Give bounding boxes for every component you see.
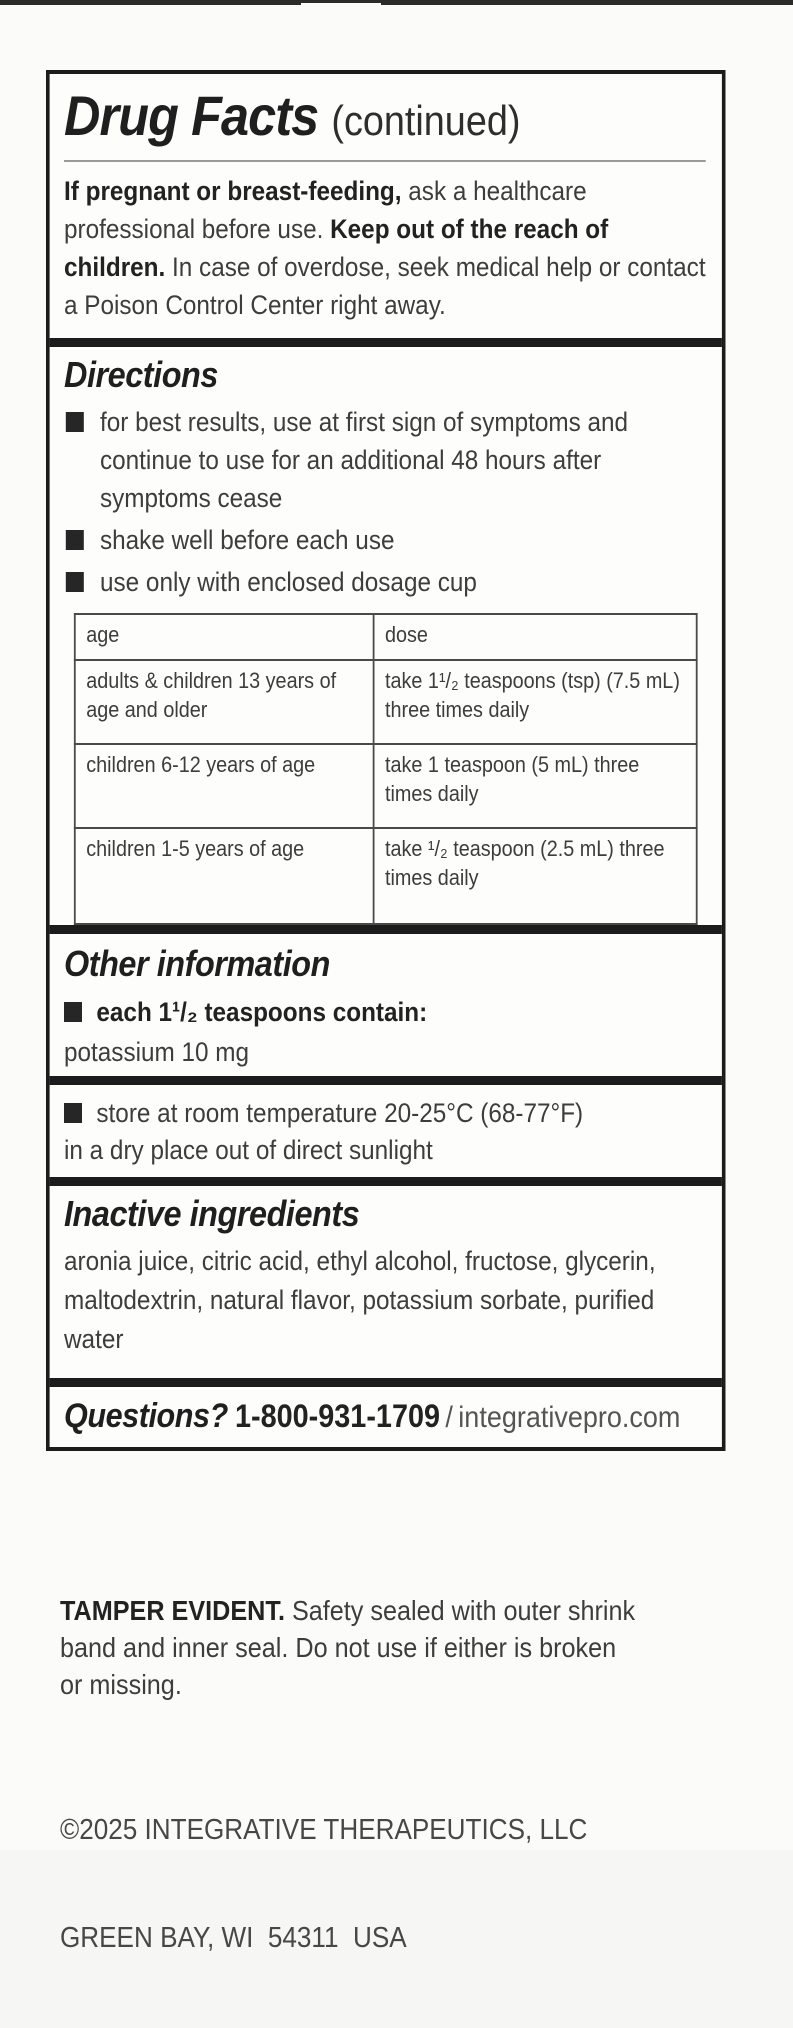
dose-cell: take 1¹/₂ teaspoons (tsp) (7.5 mL) three times daily xyxy=(373,660,697,744)
contain-text: each 1¹/₂ teaspoons contain: xyxy=(96,997,428,1027)
tamper-rest-text: Safety sealed with outer shrink band and inner seal. Do not use if either is broken or missing. xyxy=(60,1595,636,1700)
table-header-row xyxy=(75,614,697,660)
section-divider xyxy=(50,1177,722,1186)
other-information-heading: Other information xyxy=(64,943,330,984)
age-cell: adults & children 13 years of age and older xyxy=(75,660,374,744)
bullet-text: use only with enclosed dosage cup xyxy=(100,567,477,597)
questions-phone: 1-800-931-1709 xyxy=(235,1398,440,1434)
section-divider xyxy=(50,338,722,347)
overdose-rest-text: In case of overdose, seek medical help or contact a Poison Control Center right away. xyxy=(64,252,706,320)
potassium-line: potassium 10 mg xyxy=(64,1037,250,1067)
table-header-age: age xyxy=(75,614,374,660)
inactive-ingredients-list: aronia juice, citric acid, ethyl alcohol, fructose, glycerin, maltodextrin, natural flavor, potassium sorbate, purified water xyxy=(64,1246,656,1354)
table-row xyxy=(75,660,697,744)
pregnant-rest-text: ask a healthcare professional before use. xyxy=(64,176,587,244)
pregnant-bold-text: If pregnant or breast-feeding, xyxy=(64,176,402,206)
title-continued: (continued) xyxy=(331,97,521,144)
bullet-item xyxy=(64,563,708,601)
bullet-text: for best results, use at first sign of symptoms and continue to use for an additional 48 hours after symptoms cease xyxy=(100,407,629,513)
storage-text-1: store at room temperature 20-25°C (68-77°F) xyxy=(96,1098,584,1128)
directions-heading: Directions xyxy=(64,354,218,395)
bullet-text: shake well before each use xyxy=(100,525,395,555)
questions-separator: / xyxy=(445,1401,453,1434)
tamper-bold-text: TAMPER EVIDENT. xyxy=(60,1595,285,1626)
storage-line xyxy=(64,1095,708,1132)
bullet-square-icon xyxy=(64,1103,82,1123)
copyright-line2: GREEN BAY, WI 54311 USA xyxy=(60,1922,407,1954)
questions-website: integrativepro.com xyxy=(458,1401,681,1434)
keep-out-bold-text: Keep out of the reach of children. xyxy=(64,214,609,282)
bullet-square-icon xyxy=(64,1002,82,1022)
copyright-line1: ©2025 INTEGRATIVE THERAPEUTICS, LLC xyxy=(60,1814,588,1846)
dose-cell: take 1 teaspoon (5 mL) three times daily xyxy=(373,744,697,828)
storage-section xyxy=(50,1085,722,1177)
storage-text-2: in a dry place out of direct sunlight xyxy=(64,1135,433,1165)
title-text: Drug Facts xyxy=(64,84,319,147)
bullet-square-icon xyxy=(66,572,84,592)
section-divider xyxy=(50,1076,722,1085)
questions-heading: Questions? xyxy=(64,1397,228,1435)
questions-section xyxy=(50,1387,722,1457)
table-row xyxy=(75,744,697,828)
section-divider xyxy=(50,925,722,934)
pregnancy-warning xyxy=(64,172,708,324)
dosage-table xyxy=(74,613,698,925)
bullet-item xyxy=(64,521,708,559)
inactive-ingredients-section xyxy=(50,1186,722,1378)
bullet-item xyxy=(64,403,708,517)
age-cell: children 1-5 years of age xyxy=(75,828,374,924)
title-divider xyxy=(64,160,706,162)
copyright xyxy=(60,1740,636,2028)
bullet-square-icon xyxy=(66,412,84,432)
contain-line xyxy=(64,992,708,1032)
tamper-notice xyxy=(60,1592,645,1703)
table-row xyxy=(75,828,697,924)
table-header-dose: dose xyxy=(373,614,697,660)
other-information-section xyxy=(50,934,722,1076)
page-title xyxy=(64,86,708,151)
storage-line xyxy=(64,1132,708,1169)
dose-cell: take ¹/₂ teaspoon (2.5 mL) three times daily xyxy=(373,828,697,924)
inactive-ingredients-heading: Inactive ingredients xyxy=(64,1193,360,1234)
bullet-square-icon xyxy=(66,530,84,550)
section-divider xyxy=(50,1378,722,1387)
directions-section xyxy=(50,347,722,925)
drug-facts-panel xyxy=(46,70,726,1451)
age-cell: children 6-12 years of age xyxy=(75,744,374,828)
photo-edge-bar xyxy=(0,0,793,5)
panel-header-section xyxy=(50,74,722,338)
